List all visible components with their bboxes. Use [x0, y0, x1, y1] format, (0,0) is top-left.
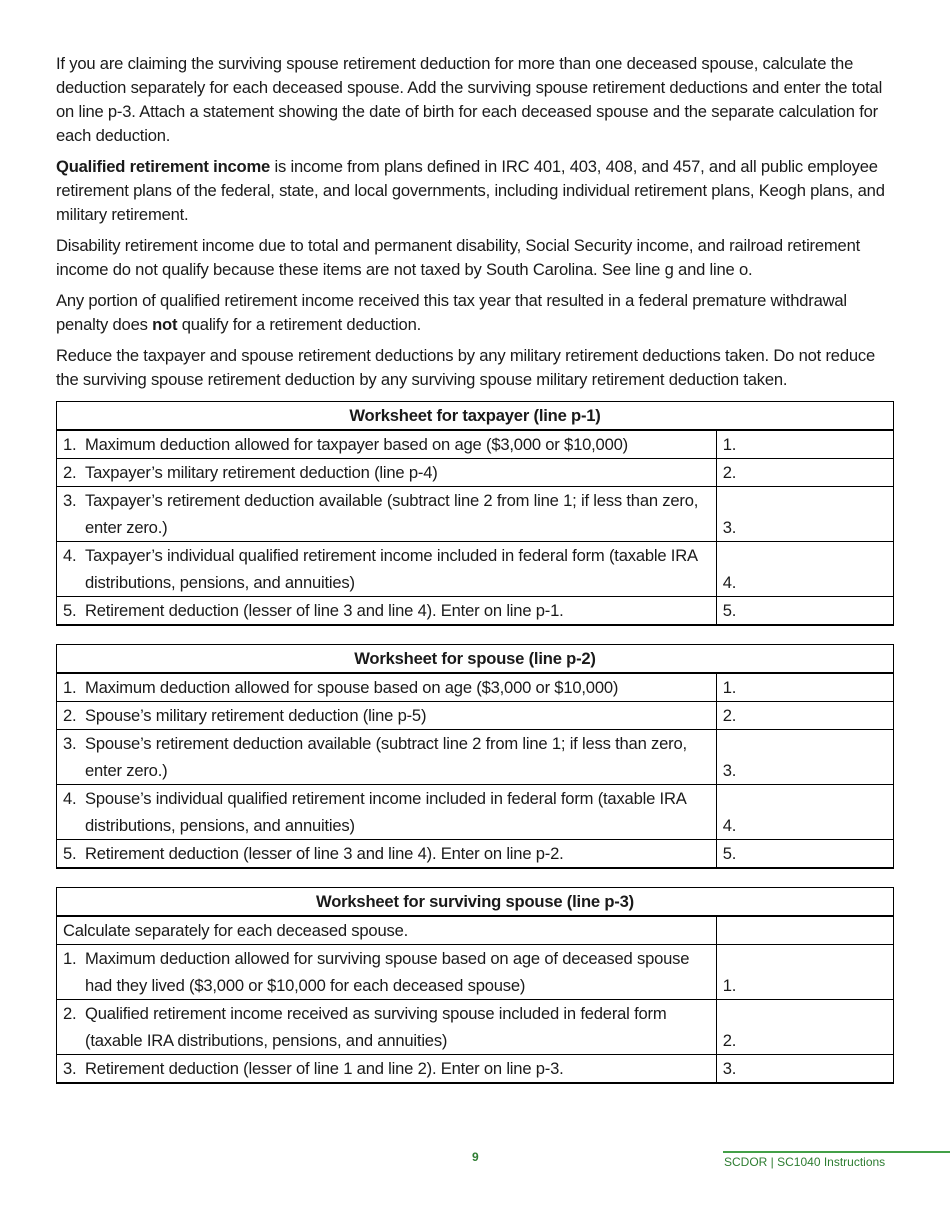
line-number: 4. [63, 546, 77, 565]
worksheet-surviving-spouse [56, 887, 894, 1084]
line-number: 5. [63, 844, 77, 863]
emphasis-not: not [152, 315, 178, 334]
answer-cell[interactable]: 3. [716, 1055, 893, 1084]
line-description [57, 730, 717, 785]
worksheet-title: Worksheet for taxpayer (line p-1) [57, 402, 894, 431]
worksheet-row [57, 1055, 894, 1084]
line-description [57, 785, 717, 840]
line-text: Spouse’s individual qualified retirement income included in federal form (taxable IRA distributions, pensions, and annuities) [85, 789, 686, 835]
worksheet-row [57, 785, 894, 840]
line-text: Spouse’s military retirement deduction (line p-5) [85, 706, 427, 725]
line-text: Retirement deduction (lesser of line 1 and line 2). Enter on line p-3. [85, 1059, 564, 1078]
line-text: Taxpayer’s military retirement deduction (line p-4) [85, 463, 438, 482]
answer-cell[interactable]: 5. [716, 840, 893, 869]
line-description [57, 597, 717, 626]
line-text: Qualified retirement income received as surviving spouse included in federal form (taxable IRA distributions, pensions, and annuities) [85, 1004, 667, 1050]
answer-cell[interactable]: 3. [716, 730, 893, 785]
line-text: Retirement deduction (lesser of line 3 and line 4). Enter on line p-1. [85, 601, 564, 620]
line-text: Spouse’s retirement deduction available (subtract line 2 from line 1; if less than zero, enter zero.) [85, 734, 687, 780]
answer-cell[interactable]: 4. [716, 542, 893, 597]
answer-cell[interactable]: 2. [716, 702, 893, 730]
line-number: 1. [63, 435, 77, 454]
line-description [57, 430, 717, 459]
answer-cell[interactable]: 2. [716, 459, 893, 487]
line-text: Retirement deduction (lesser of line 3 and line 4). Enter on line p-2. [85, 844, 564, 863]
worksheet-intro: Calculate separately for each deceased spouse. [57, 916, 717, 945]
paragraph-premature-withdrawal [56, 289, 894, 337]
text-part: qualify for a retirement deduction. [177, 315, 422, 334]
worksheet-row [57, 542, 894, 597]
line-text: Taxpayer’s retirement deduction available (subtract line 2 from line 1; if less than zero, enter zero.) [85, 491, 699, 537]
paragraph-disability-exclusion: Disability retirement income due to total and permanent disability, Social Security income, and railroad retirement income do not qualify because these items are not taxed by South Carolina. See line g and line o. [56, 236, 861, 279]
worksheet-row [57, 840, 894, 869]
worksheet-taxpayer [56, 401, 894, 626]
page-number: 9 [472, 1150, 479, 1164]
line-description [57, 840, 717, 869]
line-description [57, 487, 717, 542]
line-description [57, 673, 717, 702]
line-number: 5. [63, 601, 77, 620]
line-number: 1. [63, 678, 77, 697]
worksheet-intro-row [57, 916, 894, 945]
line-description [57, 1055, 717, 1084]
worksheet-row [57, 702, 894, 730]
answer-cell[interactable]: 1. [716, 673, 893, 702]
line-text: Maximum deduction allowed for spouse based on age ($3,000 or $10,000) [85, 678, 619, 697]
worksheet-row [57, 597, 894, 626]
worksheet-row [57, 430, 894, 459]
term-qualified-retirement-income: Qualified retirement income [56, 157, 271, 176]
line-description [57, 1000, 717, 1055]
worksheet-title: Worksheet for spouse (line p-2) [57, 645, 894, 674]
line-number: 2. [63, 1004, 77, 1023]
answer-cell[interactable]: 1. [716, 430, 893, 459]
worksheet-title: Worksheet for surviving spouse (line p-3) [57, 888, 894, 917]
answer-cell[interactable] [716, 916, 893, 945]
worksheet-row [57, 487, 894, 542]
line-number: 3. [63, 491, 77, 510]
line-description [57, 459, 717, 487]
paragraph-qualified-retirement-income [56, 155, 894, 227]
line-number: 3. [63, 734, 77, 753]
worksheet-row [57, 673, 894, 702]
page-content [56, 52, 894, 1102]
line-number: 4. [63, 789, 77, 808]
answer-cell[interactable]: 4. [716, 785, 893, 840]
paragraph-multiple-deceased-spouses: If you are claiming the surviving spouse retirement deduction for more than one deceased spouse, calculate the deduction separately for each deceased spouse. Add the surviving spouse retirement deductions and enter the total on line p-3. Attach a statement showing the date of birth for each deceased spouse and the separate calculation for each deduction. [56, 54, 883, 145]
worksheet-row [57, 459, 894, 487]
paragraph-military-reduction: Reduce the taxpayer and spouse retirement deductions by any military retirement deductions taken. Do not reduce the surviving spouse retirement deduction by any surviving spouse military retirement deduction taken. [56, 346, 876, 389]
worksheet-row [57, 730, 894, 785]
text-part: Any portion of qualified retirement income received this tax year that resulted in a federal premature withdrawal penalty does [56, 291, 847, 334]
line-description [57, 702, 717, 730]
line-number: 2. [63, 463, 77, 482]
line-number: 1. [63, 949, 77, 968]
line-text: Maximum deduction allowed for taxpayer based on age ($3,000 or $10,000) [85, 435, 628, 454]
line-description [57, 542, 717, 597]
answer-cell[interactable]: 3. [716, 487, 893, 542]
worksheet-row [57, 1000, 894, 1055]
line-text: Taxpayer’s individual qualified retirement income included in federal form (taxable IRA distributions, pensions, and annuities) [85, 546, 697, 592]
worksheet-row [57, 945, 894, 1000]
line-number: 2. [63, 706, 77, 725]
answer-cell[interactable]: 5. [716, 597, 893, 626]
answer-cell[interactable]: 1. [716, 945, 893, 1000]
definition-text: is income from plans defined in IRC 401, 403, 408, and 457, and all public employee retirement plans of the federal, state, and local governments, including individual retirement plans, Keogh plans, and military retirement. [56, 157, 885, 224]
answer-cell[interactable]: 2. [716, 1000, 893, 1055]
line-text: Maximum deduction allowed for surviving spouse based on age of deceased spouse had they lived ($3,000 or $10,000 for each deceased spouse) [85, 949, 690, 995]
line-number: 3. [63, 1059, 77, 1078]
footer-rule [723, 1151, 950, 1153]
worksheet-spouse [56, 644, 894, 869]
footer-title: SCDOR | SC1040 Instructions [724, 1155, 886, 1169]
line-description [57, 945, 717, 1000]
